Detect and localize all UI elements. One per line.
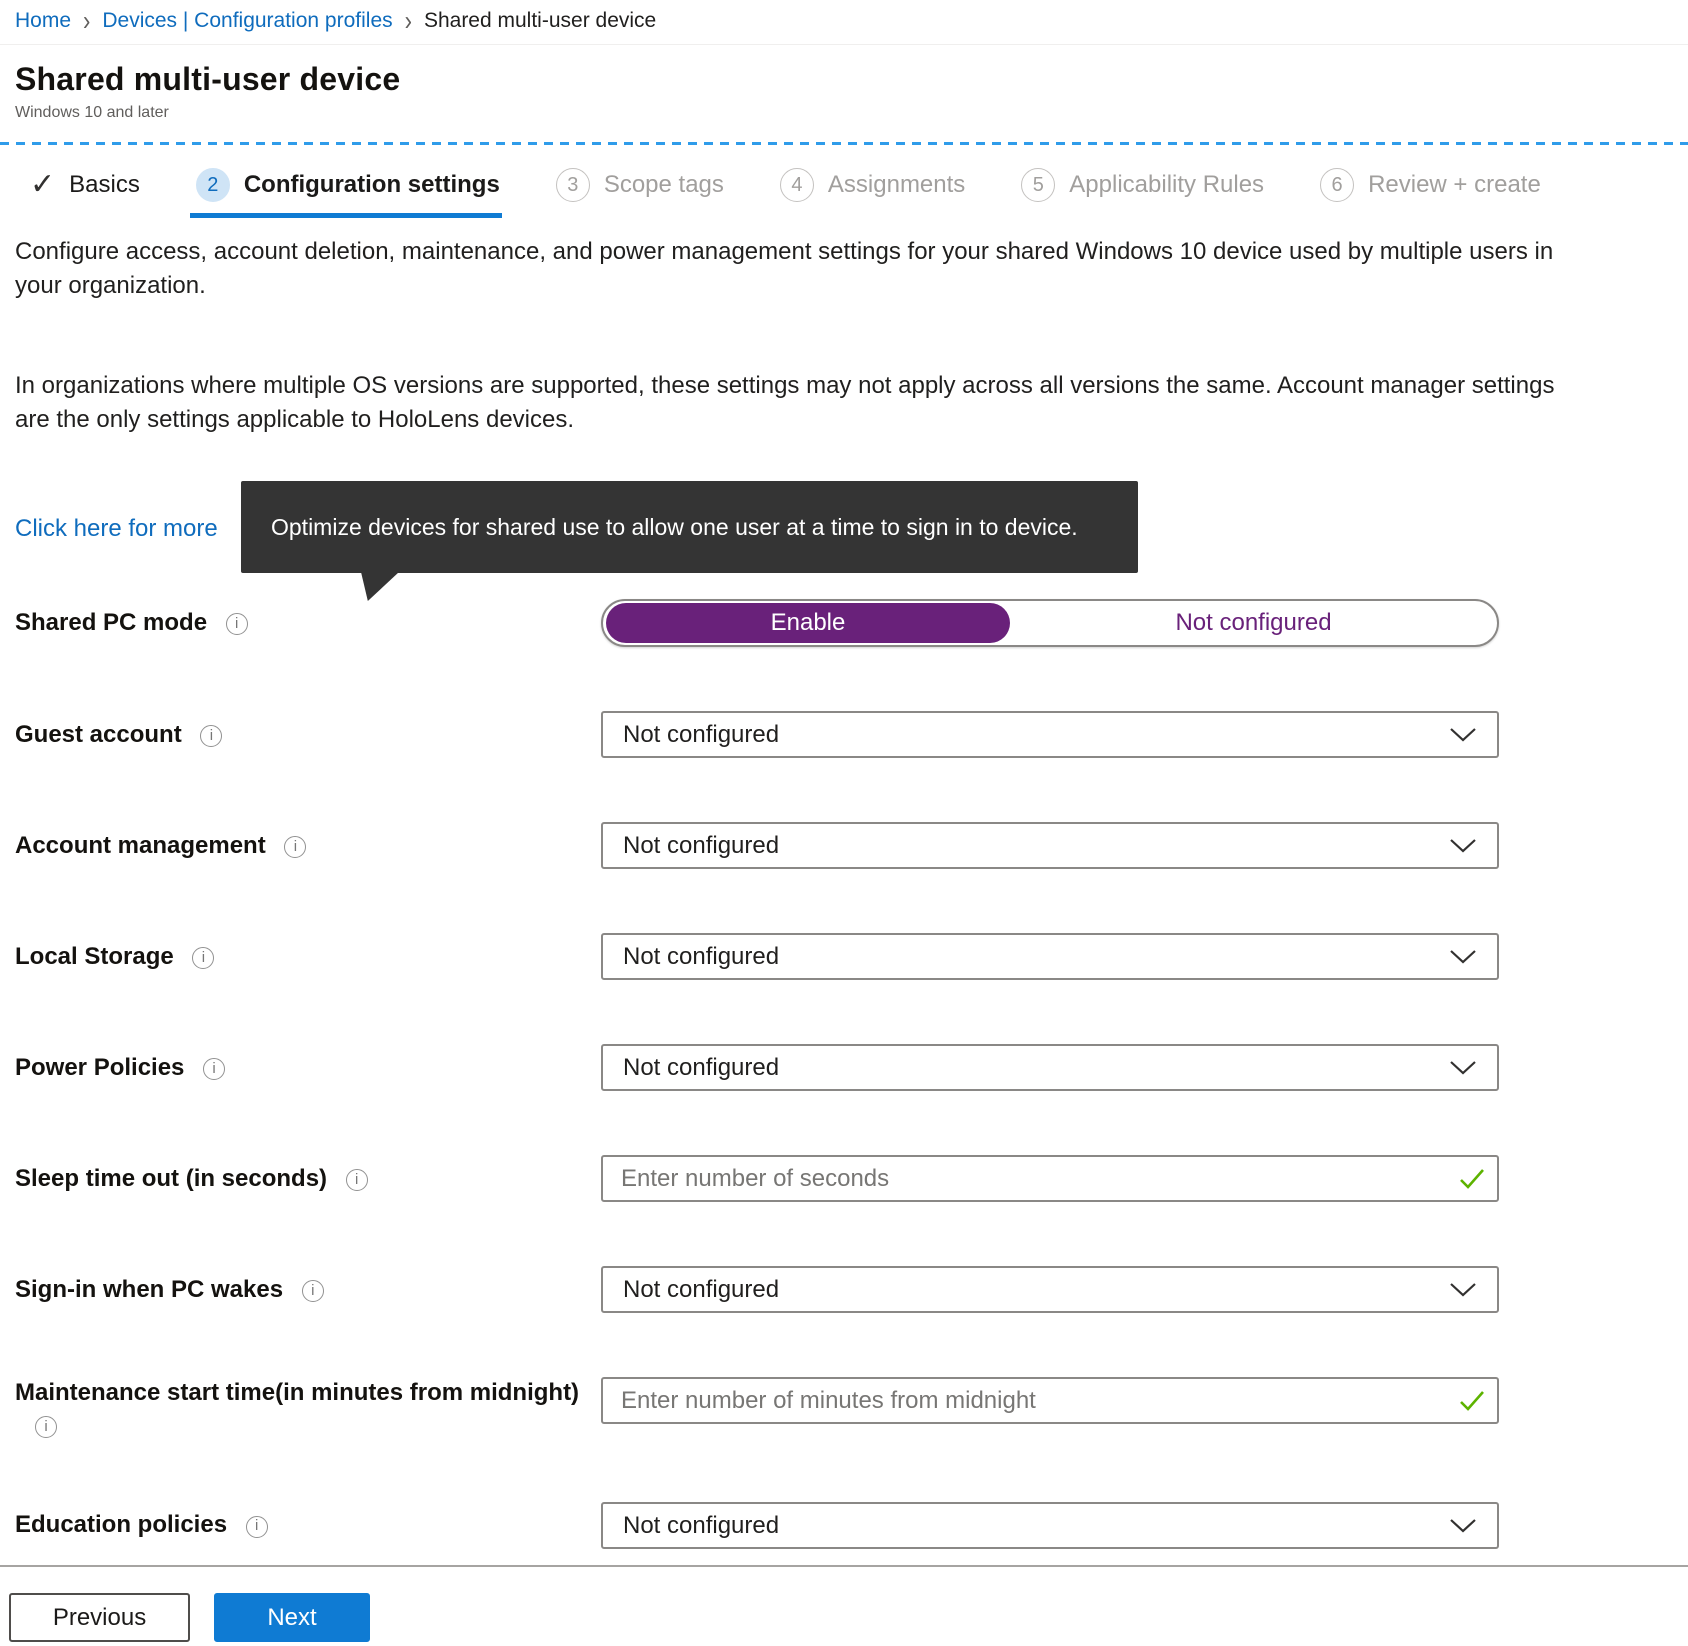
- valid-check-icon: [1459, 1168, 1485, 1195]
- info-icon[interactable]: i: [35, 1416, 57, 1438]
- account-management-dropdown[interactable]: [601, 822, 1499, 869]
- dropdown-value: Not configured: [623, 1053, 780, 1081]
- dropdown-value: Not configured: [623, 942, 780, 970]
- maintenance-start-time-input[interactable]: [601, 1377, 1499, 1424]
- dropdown-value: Not configured: [623, 1511, 780, 1539]
- breadcrumb: [0, 0, 1688, 45]
- breadcrumb-separator-icon: ›: [404, 4, 412, 36]
- page-subtitle: Windows 10 and later: [15, 104, 169, 121]
- info-icon[interactable]: i: [302, 1280, 324, 1302]
- wizard-steps: [0, 145, 1688, 211]
- setting-label: [0, 719, 601, 751]
- intro-text: [0, 211, 1688, 437]
- next-button[interactable]: Next: [214, 1593, 370, 1642]
- toggle-not-configured-option[interactable]: Not configured: [1175, 609, 1332, 637]
- setting-row-power-policies: [0, 1044, 1688, 1091]
- setting-label-text: Sign-in when PC wakes: [15, 1275, 284, 1303]
- setting-label: [0, 1274, 601, 1306]
- step-number-badge: 5: [1021, 168, 1055, 202]
- setting-label-text: Sleep time out (in seconds): [15, 1164, 328, 1192]
- sleep-timeout-input[interactable]: [601, 1155, 1499, 1202]
- setting-label: [0, 607, 601, 639]
- power-policies-dropdown[interactable]: [601, 1044, 1499, 1091]
- setting-label-text: Local Storage: [15, 942, 174, 970]
- intro-paragraph-1: Configure access, account deletion, maintenance, and power management settings for your shared Windows 10 device used by multiple users in your organization.: [15, 238, 1554, 300]
- setting-label-text: Education policies: [15, 1511, 228, 1539]
- tab-label: Review + create: [1368, 171, 1541, 198]
- check-icon: ✓: [30, 168, 56, 201]
- setting-label-text: Guest account: [15, 720, 182, 748]
- info-icon[interactable]: i: [346, 1169, 368, 1191]
- wizard-footer: [0, 1567, 1688, 1642]
- setting-label-text: Account management: [15, 831, 266, 859]
- tooltip-text: Optimize devices for shared use to allow one user at a time to sign in to device.: [271, 513, 1078, 540]
- tab-label: Configuration settings: [243, 171, 500, 198]
- setting-label-text: Shared PC mode: [15, 609, 208, 637]
- info-icon[interactable]: i: [284, 836, 306, 858]
- setting-label: [0, 1509, 601, 1541]
- shared-pc-mode-toggle: [601, 599, 1499, 647]
- tab-label: Basics: [69, 171, 140, 198]
- step-number-badge: 4: [780, 168, 814, 202]
- breadcrumb-separator-icon: ›: [83, 4, 91, 36]
- guest-account-dropdown[interactable]: [601, 711, 1499, 758]
- toggle-enable-option[interactable]: Enable: [606, 603, 1010, 643]
- chevron-down-icon: [1449, 1060, 1477, 1075]
- info-icon[interactable]: i: [192, 947, 214, 969]
- setting-row-guest-account: [0, 711, 1688, 758]
- tooltip-pointer: [361, 572, 399, 601]
- settings-form: [0, 599, 1688, 1549]
- local-storage-dropdown[interactable]: [601, 933, 1499, 980]
- setting-label: [0, 830, 601, 862]
- shared-pc-mode-tooltip: [241, 481, 1138, 573]
- dropdown-value: Not configured: [623, 720, 780, 748]
- info-icon[interactable]: i: [203, 1058, 225, 1080]
- tab-label: Scope tags: [603, 171, 724, 198]
- setting-row-account-management: [0, 822, 1688, 869]
- setting-label-text: Maintenance start time(in minutes from midnight): [15, 1379, 580, 1407]
- tab-label: Applicability Rules: [1069, 171, 1265, 198]
- intro-paragraph-2: In organizations where multiple OS versions are supported, these settings may not apply across all versions the same. Account manager settings are the only settings applicable to HoloLens devices.: [15, 372, 1555, 434]
- setting-row-shared-pc-mode: [0, 599, 1688, 647]
- setting-row-sleep-timeout: [0, 1155, 1688, 1202]
- setting-row-signin-pc-wakes: [0, 1266, 1688, 1313]
- info-icon[interactable]: i: [200, 725, 222, 747]
- setting-label: [0, 941, 601, 973]
- tab-scope-tags[interactable]: [556, 168, 724, 202]
- setting-label-text: Power Policies: [15, 1053, 185, 1081]
- breadcrumb-devices-link[interactable]: Devices | Configuration profiles: [102, 9, 393, 32]
- chevron-down-icon: [1449, 838, 1477, 853]
- previous-button[interactable]: Previous: [9, 1593, 190, 1642]
- info-icon[interactable]: i: [226, 613, 248, 635]
- tab-basics[interactable]: [30, 170, 140, 200]
- breadcrumb-home-link[interactable]: Home: [15, 9, 72, 32]
- step-number-badge: 2: [196, 168, 230, 202]
- education-policies-dropdown[interactable]: [601, 1502, 1499, 1549]
- tab-applicability-rules[interactable]: [1021, 168, 1264, 202]
- setting-label: [0, 1052, 601, 1084]
- dropdown-value: Not configured: [623, 831, 780, 859]
- step-number-badge: 6: [1320, 168, 1354, 202]
- setting-label: [0, 1377, 601, 1442]
- chevron-down-icon: [1449, 1282, 1477, 1297]
- setting-row-maintenance-start-time: [0, 1377, 1688, 1442]
- tab-configuration-settings[interactable]: [196, 168, 500, 202]
- signin-pc-wakes-dropdown[interactable]: [601, 1266, 1499, 1313]
- breadcrumb-current-page: Shared multi-user device: [423, 9, 657, 32]
- valid-check-icon: [1459, 1390, 1485, 1417]
- page-header: [0, 45, 1688, 132]
- setting-label: [0, 1163, 601, 1195]
- tab-review-create[interactable]: [1320, 168, 1541, 202]
- setting-row-local-storage: [0, 933, 1688, 980]
- info-icon[interactable]: i: [246, 1516, 268, 1538]
- active-tab-underline: [190, 213, 502, 218]
- chevron-down-icon: [1449, 949, 1477, 964]
- step-number-badge: 3: [556, 168, 590, 202]
- page-title: Shared multi-user device: [15, 61, 401, 97]
- setting-row-education-policies: [0, 1502, 1688, 1549]
- chevron-down-icon: [1449, 727, 1477, 742]
- tab-label: Assignments: [827, 171, 966, 198]
- dropdown-value: Not configured: [623, 1275, 780, 1303]
- more-info-link[interactable]: Click here for more: [15, 515, 218, 543]
- tab-assignments[interactable]: [780, 168, 965, 202]
- chevron-down-icon: [1449, 1518, 1477, 1533]
